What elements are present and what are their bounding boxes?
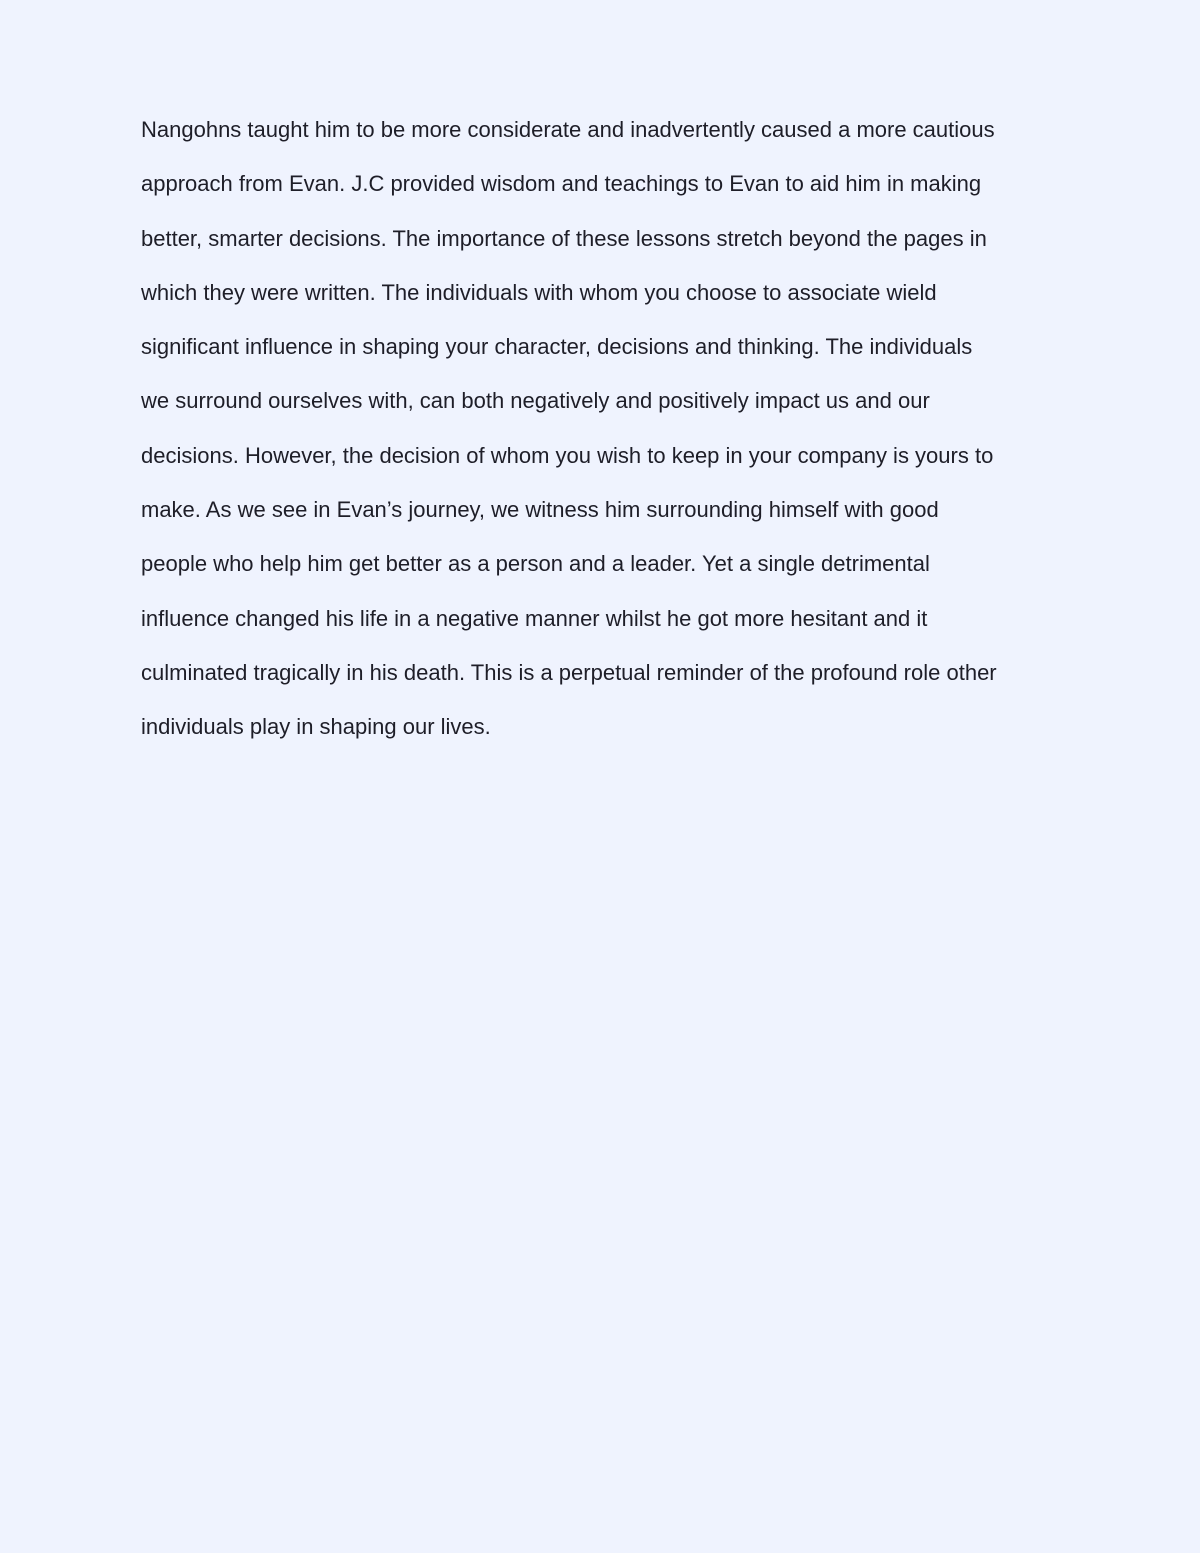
text-line-12: individuals play in shaping our lives.: [141, 714, 491, 740]
text-line-9: people who help him get better as a person and a leader. Yet a single detrimental: [141, 551, 930, 577]
text-line-5: significant influence in shaping your character, decisions and thinking. The individuals: [141, 334, 973, 360]
text-line-3: better, smarter decisions. The importance of these lessons stretch beyond the pages in: [141, 225, 987, 251]
body-paragraph: [141, 108, 1101, 760]
text-line-10: influence changed his life in a negative manner whilst he got more hesitant and it: [141, 605, 928, 631]
text-line-2: approach from Evan. J.C provided wisdom and teachings to Evan to aid him in making: [141, 171, 982, 197]
text-line-4: which they were written. The individuals with whom you choose to associate wield: [141, 279, 937, 305]
text-line-6: we surround ourselves with, can both negatively and positively impact us and our: [141, 388, 930, 414]
text-line-11: culminated tragically in his death. This is a perpetual reminder of the profound role other: [141, 659, 997, 685]
text-line-7: decisions. However, the decision of whom you wish to keep in your company is yours to: [141, 442, 994, 468]
text-line-8: make. As we see in Evan’s journey, we witness him surrounding himself with good: [141, 497, 939, 523]
text-line-1: Nangohns taught him to be more considerate and inadvertently caused a more cautious: [141, 117, 995, 142]
